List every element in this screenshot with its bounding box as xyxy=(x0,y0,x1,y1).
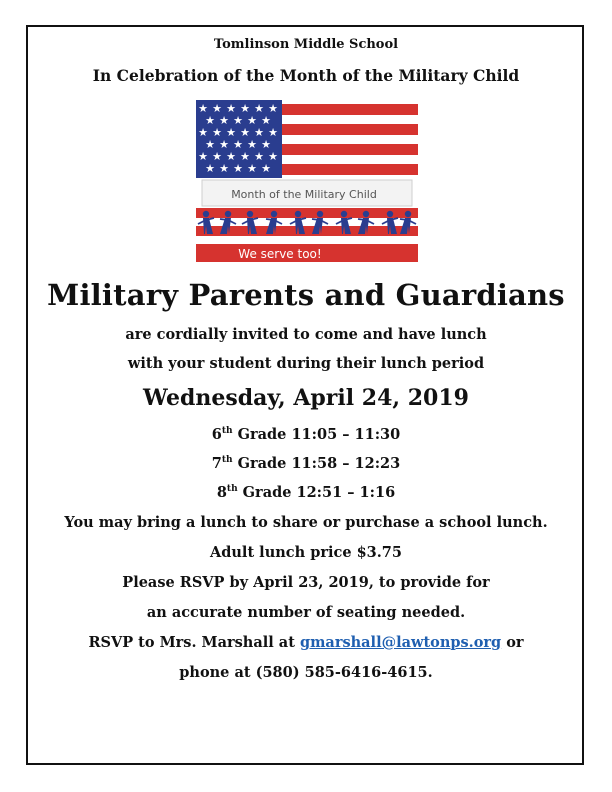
rsvp-line-1: Please RSVP by April 23, 2019, to provide for xyxy=(122,574,490,591)
star-icon: ★ xyxy=(205,138,215,151)
star-icon: ★ xyxy=(233,162,243,175)
child-silhouette-icon xyxy=(363,211,369,217)
star-icon: ★ xyxy=(233,114,243,127)
schedule-7th: 7th Grade 11:58 – 12:23 xyxy=(211,455,401,472)
star-icon: ★ xyxy=(261,162,271,175)
star-icon: ★ xyxy=(219,162,229,175)
lunch-note: You may bring a lunch to share or purchase a school lunch. xyxy=(64,514,548,531)
child-silhouette-icon xyxy=(405,211,411,217)
child-silhouette-icon xyxy=(225,211,231,217)
invitation-line-1: are cordially invited to come and have lunch xyxy=(125,326,487,343)
star-icon: ★ xyxy=(212,102,222,115)
star-icon: ★ xyxy=(219,114,229,127)
star-icon: ★ xyxy=(240,102,250,115)
star-icon: ★ xyxy=(240,126,250,139)
star-icon: ★ xyxy=(212,150,222,163)
star-icon: ★ xyxy=(268,150,278,163)
child-silhouette-icon xyxy=(247,211,253,217)
child-silhouette-icon xyxy=(295,211,301,217)
event-date: Wednesday, April 24, 2019 xyxy=(143,385,469,411)
banner-text: Month of the Military Child xyxy=(231,188,377,201)
schedule-8th: 8th Grade 12:51 – 1:16 xyxy=(216,484,396,501)
star-icon: ★ xyxy=(219,138,229,151)
star-icon: ★ xyxy=(247,162,257,175)
rsvp-contact-line: RSVP to Mrs. Marshall at gmarshall@lawtonps.org or xyxy=(88,634,524,651)
child-silhouette-icon xyxy=(387,211,393,217)
star-icon: ★ xyxy=(254,102,264,115)
star-icon: ★ xyxy=(198,150,208,163)
star-icon: ★ xyxy=(233,138,243,151)
star-icon: ★ xyxy=(261,138,271,151)
invitation-line-2: with your student during their lunch period xyxy=(127,355,485,372)
star-icon: ★ xyxy=(205,114,215,127)
child-silhouette-icon xyxy=(317,211,323,217)
star-icon: ★ xyxy=(240,150,250,163)
star-icon: ★ xyxy=(261,114,271,127)
child-silhouette-icon xyxy=(271,211,277,217)
slogan-text: We serve too! xyxy=(238,247,322,261)
schedule-6th: 6th Grade 11:05 – 11:30 xyxy=(211,426,401,443)
phone-line: phone at (580) 585-6416-4615. xyxy=(179,664,433,681)
child-silhouette-icon xyxy=(341,211,347,217)
child-silhouette-icon xyxy=(203,211,209,217)
rsvp-line-2: an accurate number of seating needed. xyxy=(146,604,466,621)
star-icon: ★ xyxy=(198,102,208,115)
star-icon: ★ xyxy=(254,126,264,139)
star-icon: ★ xyxy=(198,126,208,139)
star-icon: ★ xyxy=(226,102,236,115)
email-link[interactable]: gmarshall@lawtonps.org xyxy=(299,634,502,651)
military-child-flag-image xyxy=(194,98,420,264)
headline: Military Parents and Guardians xyxy=(47,278,565,312)
school-name: Tomlinson Middle School xyxy=(213,37,399,52)
star-icon: ★ xyxy=(226,150,236,163)
star-icon: ★ xyxy=(254,150,264,163)
star-icon: ★ xyxy=(226,126,236,139)
star-icon: ★ xyxy=(268,102,278,115)
star-icon: ★ xyxy=(247,138,257,151)
lunch-price: Adult lunch price $3.75 xyxy=(210,544,402,561)
star-icon: ★ xyxy=(268,126,278,139)
star-icon: ★ xyxy=(247,114,257,127)
celebration-title: In Celebration of the Month of the Military Child xyxy=(92,66,520,85)
star-icon: ★ xyxy=(205,162,215,175)
star-icon: ★ xyxy=(212,126,222,139)
